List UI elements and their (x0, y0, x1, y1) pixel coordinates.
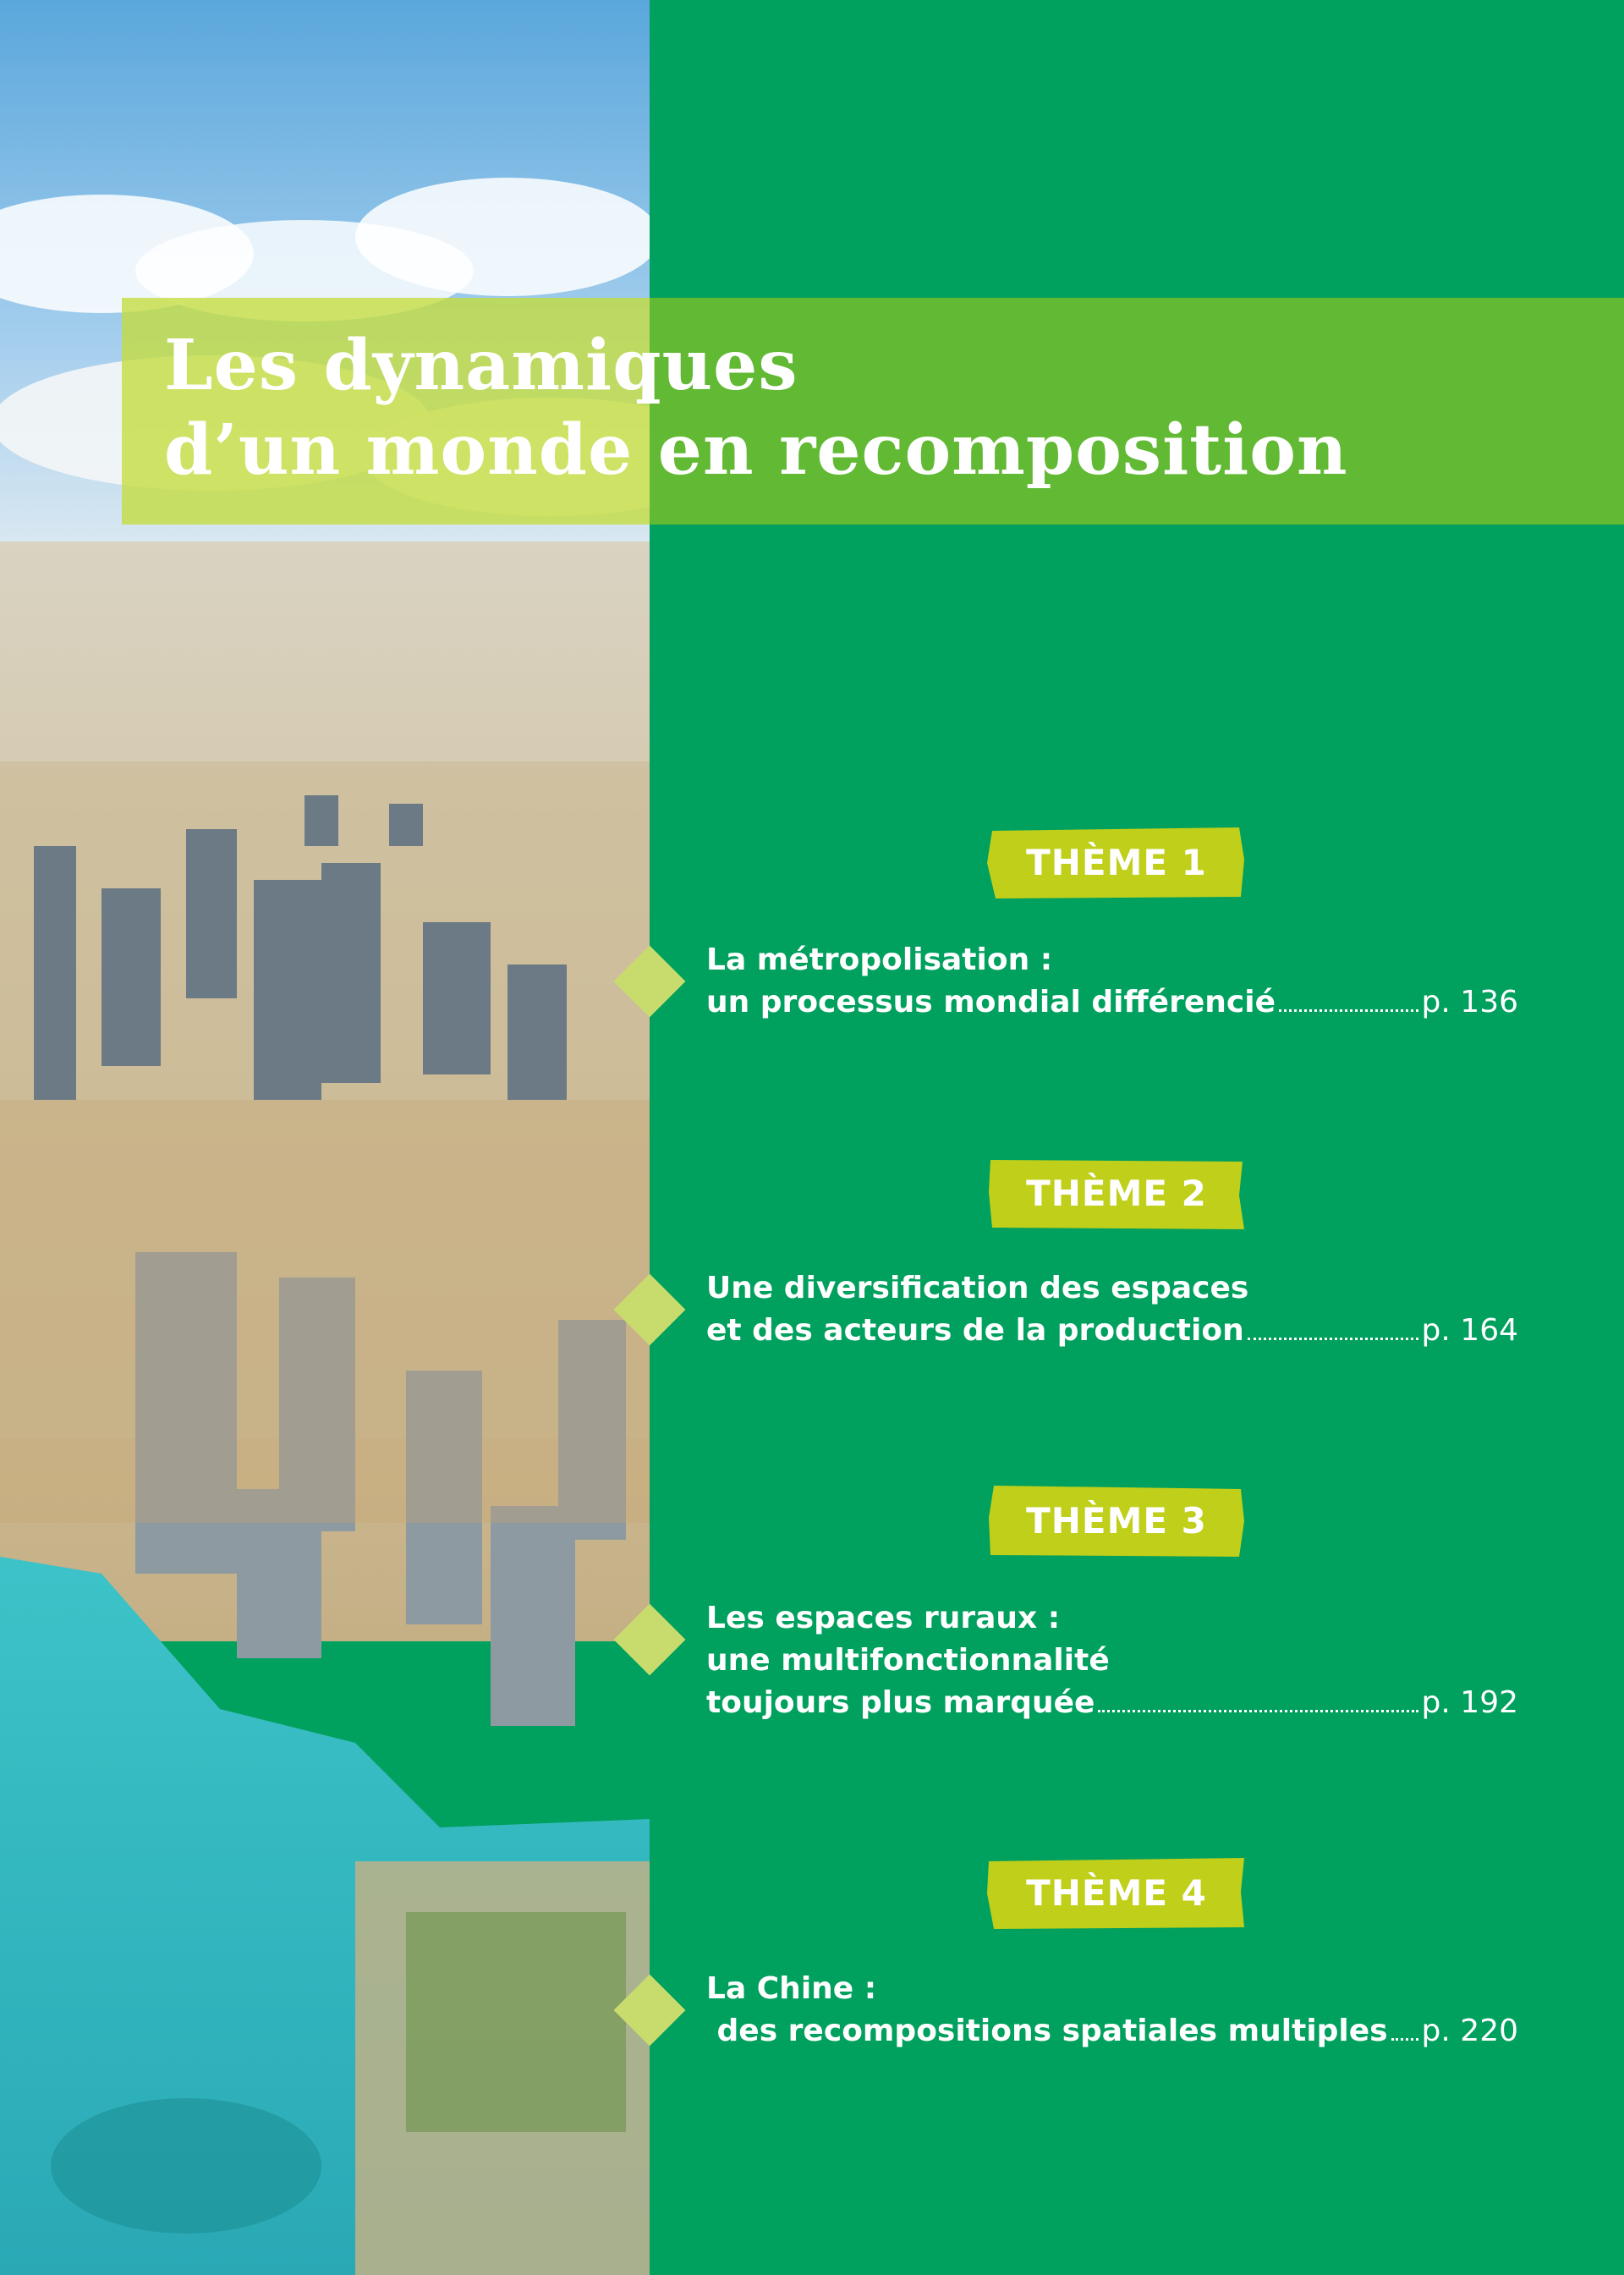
page-number: p. 220 (1421, 2014, 1518, 2048)
theme-badge-2 (985, 1157, 1248, 1231)
dot-leader (1248, 1338, 1418, 1340)
entry-last-line (706, 1310, 1518, 1352)
theme-entry-1[interactable] (706, 939, 1518, 1024)
entry-line: un processus mondial différencié (706, 985, 1276, 1019)
title-line-2: d’un monde en recomposition (164, 409, 1348, 491)
theme-badge-label: THÈME 3 (1026, 1500, 1207, 1541)
entry-line: une multifonctionnalité (706, 1643, 1110, 1678)
theme-badge-label: THÈME 4 (1026, 1872, 1207, 1914)
page-number: p. 136 (1421, 985, 1518, 1019)
title-line-1: Les dynamiques (164, 325, 798, 406)
entry-last-line (706, 981, 1518, 1024)
page-title (164, 323, 1348, 492)
entry-line: des recompositions spatiales multiples (706, 2014, 1388, 2048)
theme-badge-4 (985, 1856, 1248, 1931)
theme-entry-3[interactable] (706, 1597, 1518, 1724)
theme-entry-4[interactable] (706, 1968, 1518, 2052)
theme-badge-label: THÈME 1 (1026, 842, 1207, 883)
theme-badge-1 (985, 826, 1248, 900)
entry-line: et des acteurs de la production (706, 1313, 1244, 1348)
page-number: p. 192 (1421, 1685, 1518, 1720)
theme-badge-3 (985, 1484, 1248, 1558)
entry-last-line (706, 1682, 1518, 1724)
entry-line: Une diversification des espaces (706, 1271, 1249, 1305)
dot-leader (1098, 1710, 1418, 1712)
dot-leader (1279, 1009, 1418, 1012)
entry-line: La Chine : (706, 1971, 877, 2006)
page-number: p. 164 (1421, 1313, 1518, 1348)
entry-line: La métropolisation : (706, 942, 1053, 977)
entry-line: Les espaces ruraux : (706, 1601, 1061, 1635)
entry-last-line (706, 2010, 1518, 2052)
dot-leader (1391, 2038, 1418, 2041)
theme-entry-2[interactable] (706, 1267, 1518, 1352)
entry-line: toujours plus marquée (706, 1685, 1095, 1720)
theme-badge-label: THÈME 2 (1026, 1173, 1207, 1214)
